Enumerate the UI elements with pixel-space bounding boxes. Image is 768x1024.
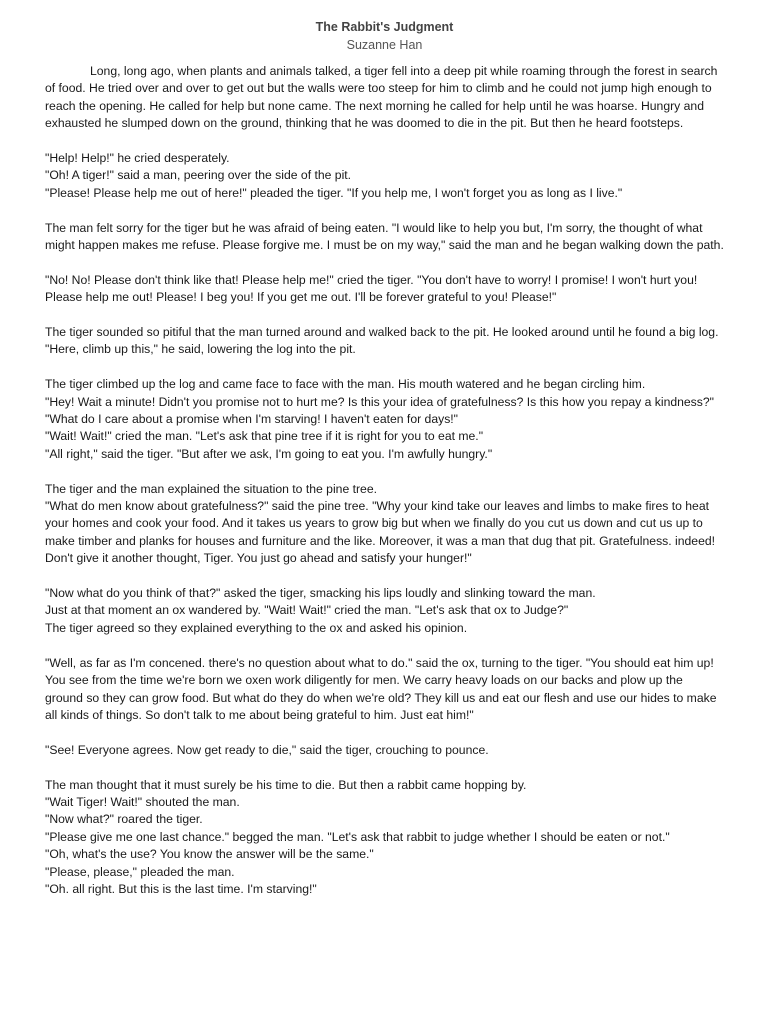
- paragraph-line: Long, long ago, when plants and animals talked, a tiger fell into a deep pit while roaming through the forest in search of food. He tried over and over to get out but the walls were too steep for him to climb and he could not jump high enough to reach the opening. He called for help but none came. The next morning he called for help until he was hoarse. Hungry and exhausted he slumped down on the ground, thinking that he was doomed to die in the pit. But then he heard footsteps.: [45, 64, 718, 131]
- story-paragraph: [45, 481, 724, 568]
- story-paragraph: [45, 220, 724, 255]
- paragraph-line: "All right," said the tiger. "But after we ask, I'm going to eat you. I'm awfully hungry.": [45, 446, 493, 461]
- paragraph-line: The man felt sorry for the tiger but he was afraid of being eaten. "I would like to help you but, I'm sorry, the thought of what might happen makes me refuse. Please forgive me. I must be on my way," said the man and he began walking down the path.: [45, 220, 724, 253]
- paragraph-line: "Oh! A tiger!" said a man, peering over the side of the pit.: [45, 168, 352, 183]
- paragraph-line: "Well, as far as I'm concened. there's no question about what to do." said the ox, turning to the tiger. "You should eat him up! You see from the time we're born we oxen work diligently for men. We carry heavy loads on our backs and plow up the ground so they can grow food. But what do they do when we're old? They kill us and eat our flesh and use our hides to make all kinds of things. So don't talk to me about being grateful to him. Just eat him!": [45, 655, 717, 722]
- story-paragraph: [45, 585, 724, 637]
- story-paragraph: [45, 376, 724, 463]
- paragraph-line: "Please! Please help me out of here!" pleaded the tiger. "If you help me, I won't forget you as long as I live.": [45, 185, 623, 200]
- paragraph-line: "Help! Help!" he cried desperately.: [45, 151, 230, 166]
- story-paragraph: [45, 150, 724, 202]
- story-author: Suzanne Han: [346, 38, 423, 52]
- paragraph-line: "Wait Tiger! Wait!" shouted the man.: [45, 794, 240, 809]
- paragraph-line: "See! Everyone agrees. Now get ready to die," said the tiger, crouching to pounce.: [45, 742, 489, 757]
- paragraph-line: The tiger sounded so pitiful that the man turned around and walked back to the pit. He looked around until he found a big log. "Here, climb up this," he said, lowering the log into the pit.: [45, 325, 719, 357]
- paragraph-line: The tiger agreed so they explained everything to the ox and asked his opinion.: [45, 620, 468, 635]
- paragraph-line: "Wait! Wait!" cried the man. "Let's ask that pine tree if it is right for you to eat me.": [45, 429, 484, 444]
- paragraph-line: "Please give me one last chance." begged the man. "Let's ask that rabbit to judge whether I should be eaten or not.": [45, 829, 670, 844]
- story-paragraph: [45, 777, 724, 899]
- story-body: [45, 63, 724, 898]
- paragraph-line: The tiger climbed up the log and came face to face with the man. His mouth watered and he began circling him.: [45, 377, 646, 392]
- paragraph-line: The man thought that it must surely be his time to die. But then a rabbit came hopping by.: [45, 777, 527, 792]
- paragraph-line: "What do I care about a promise when I'm starving! I haven't eaten for days!": [45, 412, 458, 427]
- story-paragraph: [45, 655, 724, 725]
- paragraph-line: "Now what?" roared the tiger.: [45, 812, 203, 827]
- paragraph-line: "No! No! Please don't think like that! Please help me!" cried the tiger. "You don't have to worry! I promise! I won't hurt you! Please help me out! Please! I beg you! If you get me out. I'll be forever grateful to you! Please!": [45, 272, 698, 305]
- paragraph-line: "What do men know about gratefulness?" said the pine tree. "Why your kind take our leaves and limbs to make fires to heat your homes and cook your food. And it takes us years to grow big but when we finally do you cut us down and cut us up to make timber and planks for houses and furniture and the like. Moreover, it was a man that dug that pit. Gratefulness. indeed! Don't give it another thought, Tiger. You just go ahead and satisfy your hunger!": [45, 499, 716, 566]
- paragraph-line: "Please, please," pleaded the man.: [45, 864, 235, 879]
- paragraph-line: Just at that moment an ox wandered by. "Wait! Wait!" cried the man. "Let's ask that ox to Judge?": [45, 603, 569, 618]
- story-title: The Rabbit's Judgment: [315, 20, 454, 34]
- story-paragraph: [45, 63, 724, 133]
- story-paragraph: [45, 272, 724, 307]
- story-paragraph: [45, 742, 724, 759]
- paragraph-line: The tiger and the man explained the situation to the pine tree.: [45, 481, 377, 496]
- paragraph-line: "Oh. all right. But this is the last time. I'm starving!": [45, 881, 317, 896]
- paragraph-line: "Now what do you think of that?" asked the tiger, smacking his lips loudly and slinking toward the man.: [45, 586, 596, 601]
- story-paragraph: [45, 324, 724, 359]
- paragraph-line: "Oh, what's the use? You know the answer will be the same.": [45, 847, 374, 862]
- paragraph-line: "Hey! Wait a minute! Didn't you promise not to hurt me? Is this your idea of gratefulness? Is this how you repay a kindness?": [45, 394, 714, 409]
